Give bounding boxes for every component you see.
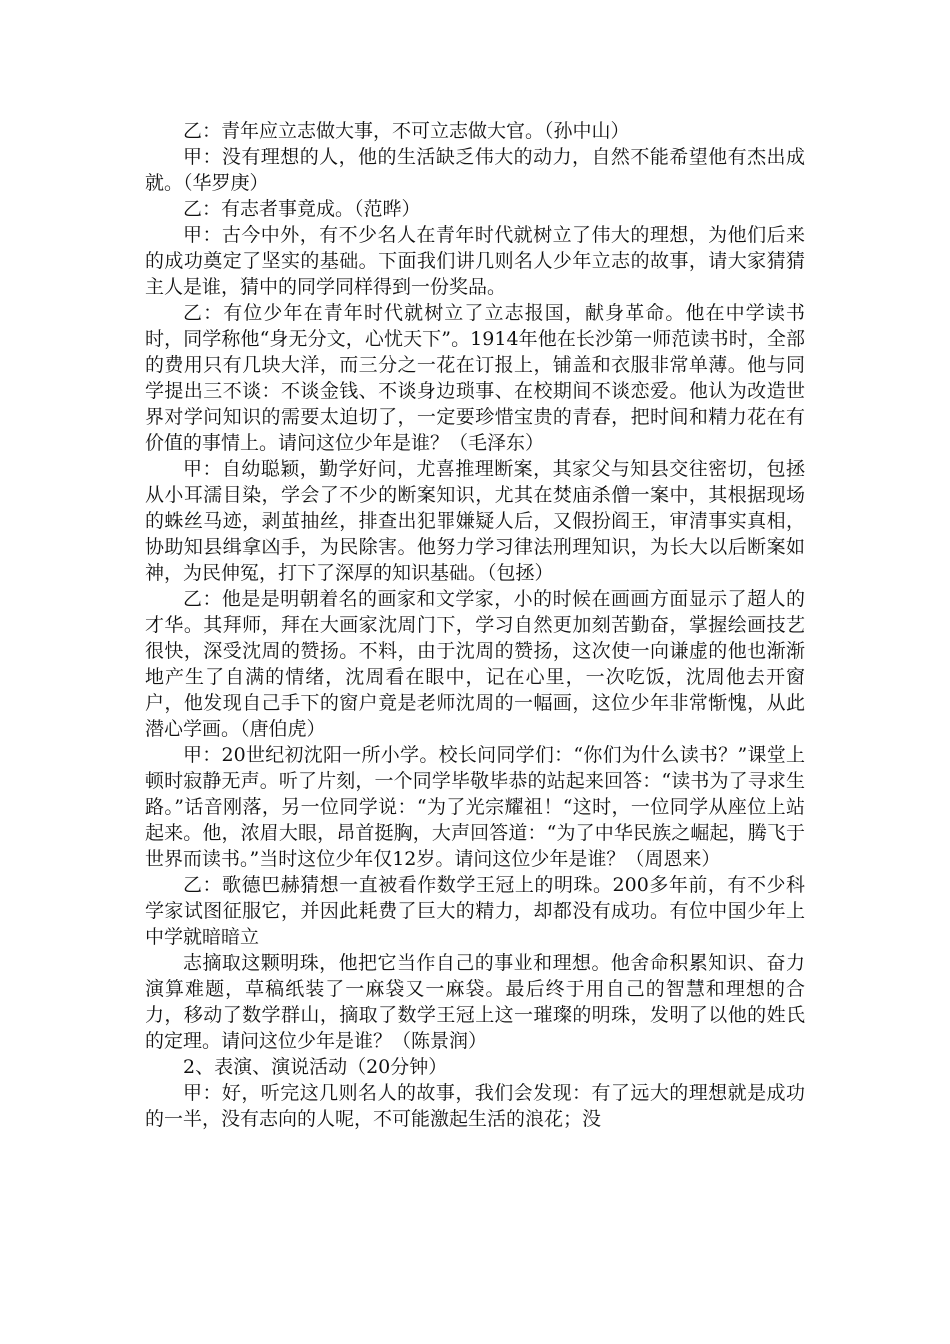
section-heading: 2、表演、演说活动（20分钟） <box>183 1056 448 1078</box>
paragraph: 甲：自幼聪颖，勤学好问，尤喜推理断案，其家父与知县交往密切，包拯从小耳濡目染，学会了不少的断案知识，尤其在焚庙杀僧一案中，其根据现场的蛛丝马迹，剥茧抽丝，排查出犯罪嫌疑人后，又假扮阎王，审清事实真相，协助知县缉拿凶手，为民除害。他努力学习律法刑理知识，为长大以后断案如神，为民伸冤，打下了深厚的知识基础。（包拯） <box>145 458 805 584</box>
paragraph: 乙：他是是明朝着名的画家和文学家，小的时候在画画方面显示了超人的才华。其拜师，拜在大画家沈周门下，学习自然更加刻苦勤奋，掌握绘画技艺很快，深受沈周的赞扬。不料，由于沈周的赞扬，这次使一向谦虚的他也渐渐地产生了自满的情绪，沈周看在眼中，记在心里，一次吃饭，沈周他去开窗户，他发现自己手下的窗户竟是老师沈周的一幅画，这位少年非常惭愧，从此潜心学画。（唐伯虎） <box>145 588 805 740</box>
paragraph: 志摘取这颗明珠，他把它当作自己的事业和理想。他舍命积累知识、奋力演算难题，草稿纸装了一麻袋又一麻袋。最后终于用自己的智慧和理想的合力，移动了数学群山，摘取了数学王冠上这一璀璨的明珠，发明了以他的姓氏的定理。请问这位少年是谁？（陈景润） <box>145 952 805 1052</box>
paragraph: 乙：有志者事竟成。（范晔） <box>183 198 421 220</box>
paragraph: 甲：好，听完这几则名人的故事，我们会发现：有了远大的理想就是成功的一半，没有志向的人呢，不可能激起生活的浪花；没 <box>145 1082 805 1130</box>
paragraph: 甲：没有理想的人，他的生活缺乏伟大的动力，自然不能希望他有杰出成就。（华罗庚） <box>145 146 805 194</box>
document-body <box>145 118 805 1132</box>
paragraph: 甲：古今中外，有不少名人在青年时代就树立了伟大的理想，为他们后来的成功奠定了坚实的基础。下面我们讲几则名人少年立志的故事，请大家猜猜主人是谁，猜中的同学同样得到一份奖品。 <box>145 224 805 298</box>
paragraph: 乙：歌德巴赫猜想一直被看作数学王冠上的明珠。200多年前，有不少科学家试图征服它，并因此耗费了巨大的精力，却都没有成功。有位中国少年上中学就暗暗立 <box>145 874 805 948</box>
paragraph: 乙：青年应立志做大事，不可立志做大官。（孙中山） <box>183 120 630 142</box>
paragraph: 甲：20世纪初沈阳一所小学。校长问同学们：“你们为什么读书？”课堂上顿时寂静无声。听了片刻，一个同学毕敬毕恭的站起来回答：“读书为了寻求生路。”话音刚落，另一位同学说：“为了光宗耀祖！“这时，一位同学从座位上站起来。他，浓眉大眼，昂首挺胸，大声回答道：“为了中华民族之崛起，腾飞于世界而读书。”当时这位少年仅12岁。请问这位少年是谁？（周恩来） <box>145 744 805 870</box>
paragraph: 乙：有位少年在青年时代就树立了立志报国，献身革命。他在中学读书时，同学称他“身无分文，心忧天下”。1914年他在长沙第一师范读书时，全部的费用只有几块大洋，而三分之一花在订报上，铺盖和衣服非常单薄。他与同学提出三不谈：不谈金钱、不谈身边琐事、在校期间不谈恋爱。他认为改造世界对学问知识的需要太迫切了，一定要珍惜宝贵的青春，把时间和精力花在有价值的事情上。请问这位少年是谁？（毛泽东） <box>145 302 805 454</box>
